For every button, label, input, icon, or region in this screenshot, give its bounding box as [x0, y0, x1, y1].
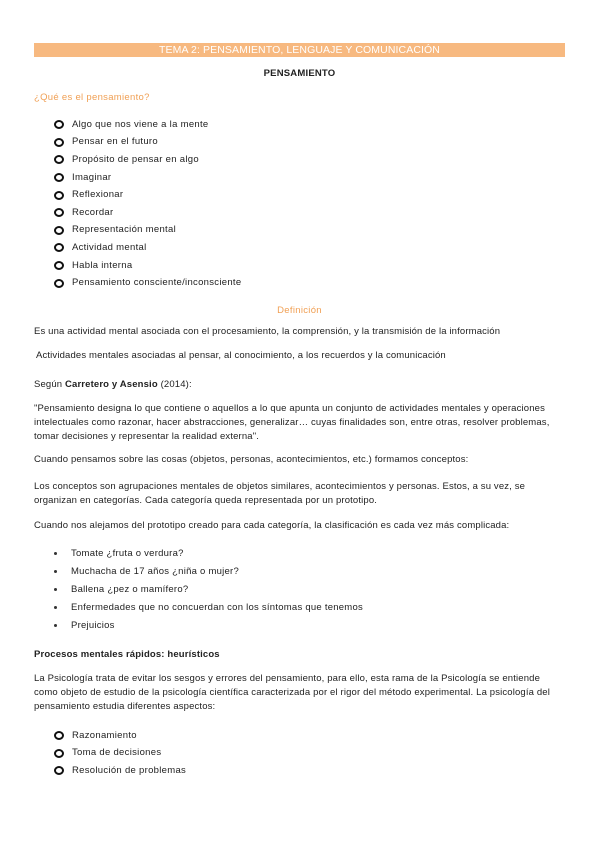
list-item: Reflexionar	[54, 186, 241, 204]
circle-bullet-icon	[54, 749, 64, 758]
definition-paragraph-1: Es una actividad mental asociada con el procesamiento, la comprensión, y la transmisión de la información	[34, 326, 501, 337]
list-item: Resolución de problemas	[54, 762, 186, 780]
definition-paragraph-2: Actividades mentales asociadas al pensar, al conocimiento, a los recuerdos y la comunicación	[36, 350, 446, 361]
aspects-list	[54, 727, 186, 780]
concepts-paragraph-3: Cuando nos alejamos del prototipo creado para cada categoría, la clasificación es cada vez más complicada:	[34, 520, 510, 531]
bullet-dot-icon	[54, 552, 57, 555]
list-item: Habla interna	[54, 257, 241, 275]
citation-line: Según Carretero y Asensio (2014):	[34, 379, 192, 390]
question-heading: ¿Qué es el pensamiento?	[34, 92, 150, 103]
list-item: Ballena ¿pez o mamífero?	[54, 580, 363, 598]
list-item: Imaginar	[54, 169, 241, 187]
circle-bullet-icon	[54, 731, 64, 740]
circle-bullet-icon	[54, 173, 64, 182]
concepts-paragraph-2: Los conceptos son agrupaciones mentales de objetos similares, acontecimientos y personas. Estos, a su vez, se organizan en categorías. Cada categoría queda representada por un prototipo.	[34, 481, 526, 506]
list-item: Razonamiento	[54, 727, 186, 745]
examples-list	[54, 544, 363, 635]
circle-bullet-icon	[54, 243, 64, 252]
list-item: Muchacha de 17 años ¿niña o mujer?	[54, 562, 363, 580]
list-item: Toma de decisiones	[54, 745, 186, 763]
citation-quote: "Pensamiento designa lo que contiene o aquellos a lo que apunta un conjunto de actividades mentales y operaciones intelectuales como razonar, hacer abstracciones, generalizar… cuyas finalidades son, entre otras, resolver problemas, tomar decisiones y representar la realidad externa".	[34, 403, 550, 442]
concepts-paragraph-1: Cuando pensamos sobre las cosas (objetos, personas, acontecimientos, etc.) formamos conceptos:	[34, 454, 469, 465]
list-item: Tomate ¿fruta o verdura?	[54, 544, 363, 562]
bullet-dot-icon	[54, 588, 57, 591]
heuristics-paragraph: La Psicología trata de evitar los sesgos y errores del pensamiento, para ello, esta rama de la Psicología se entiende como objeto de estudio de la psicología científica caracterizada por el rigor del método experimental. La psicología del pensamiento estudia diferentes aspectos:	[34, 673, 550, 712]
circle-bullet-icon	[54, 766, 64, 775]
citation-authors: Carretero y Asensio	[65, 379, 158, 390]
circle-bullet-icon	[54, 261, 64, 270]
bullet-dot-icon	[54, 624, 57, 627]
list-item: Prejuicios	[54, 617, 363, 635]
circle-bullet-icon	[54, 120, 64, 129]
list-item: Representación mental	[54, 222, 241, 240]
topic-title: TEMA 2: PENSAMIENTO, LENGUAJE Y COMUNICACIÓN	[159, 44, 440, 56]
circle-bullet-icon	[54, 279, 64, 288]
concepts-list	[54, 116, 241, 292]
list-item: Recordar	[54, 204, 241, 222]
topic-title-bar	[34, 43, 565, 57]
circle-bullet-icon	[54, 208, 64, 217]
list-item: Algo que nos viene a la mente	[54, 116, 241, 134]
circle-bullet-icon	[54, 226, 64, 235]
list-item: Pensamiento consciente/inconsciente	[54, 274, 241, 292]
circle-bullet-icon	[54, 191, 64, 200]
bullet-dot-icon	[54, 606, 57, 609]
heuristics-heading: Procesos mentales rápidos: heurísticos	[34, 649, 220, 660]
section-title: PENSAMIENTO	[263, 68, 336, 79]
list-item: Actividad mental	[54, 239, 241, 257]
definition-heading: Definición	[277, 305, 322, 316]
list-item: Propósito de pensar en algo	[54, 151, 241, 169]
circle-bullet-icon	[54, 138, 64, 147]
circle-bullet-icon	[54, 155, 64, 164]
list-item: Enfermedades que no concuerdan con los síntomas que tenemos	[54, 599, 363, 617]
bullet-dot-icon	[54, 570, 57, 573]
list-item: Pensar en el futuro	[54, 134, 241, 152]
